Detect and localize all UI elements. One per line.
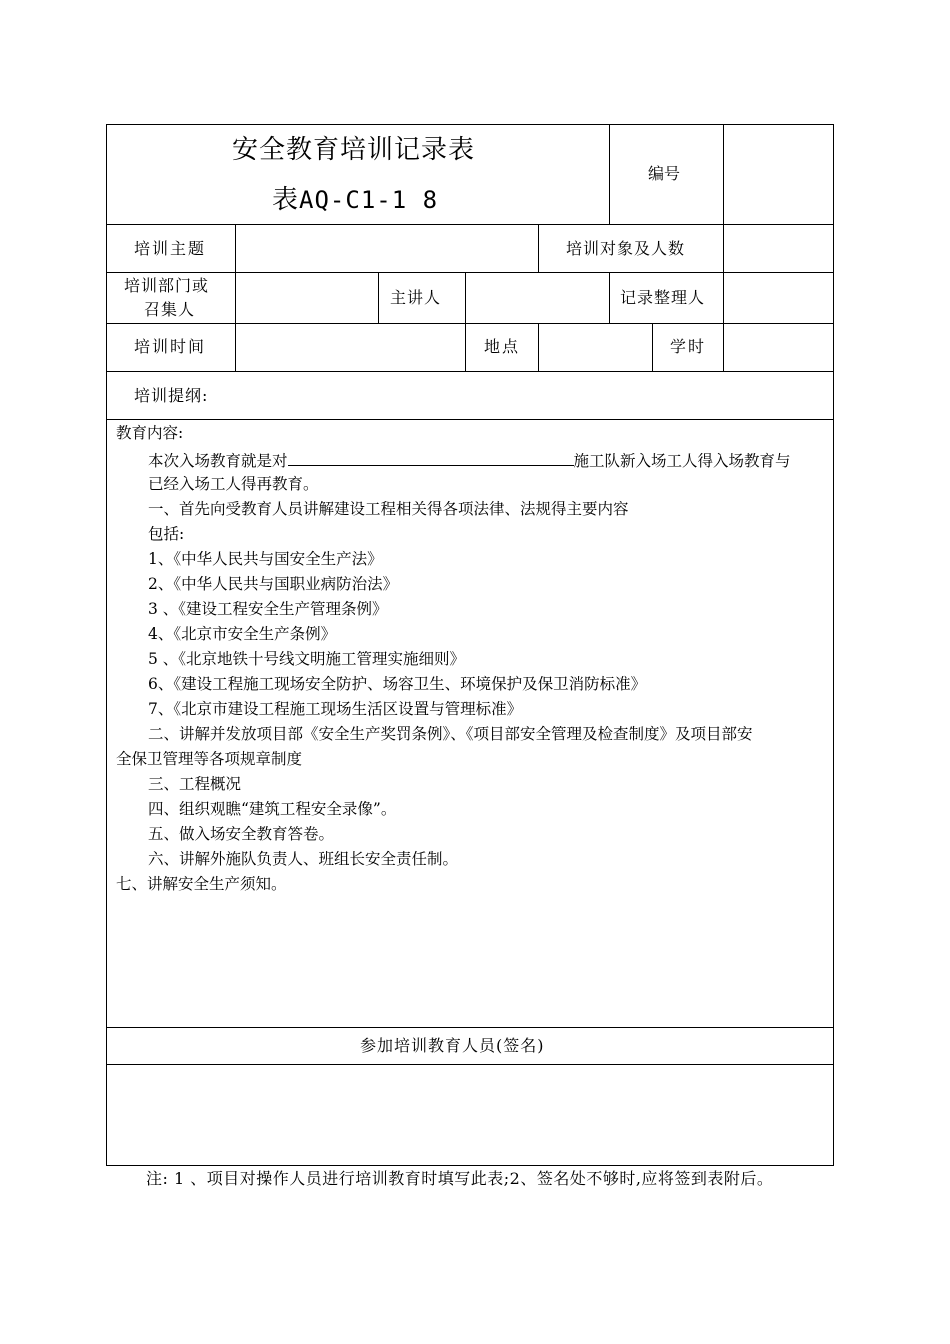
item-3: 三、工程概况 [148,775,242,793]
target-label: 培训对象及人数 [566,239,686,258]
dept-value[interactable] [240,280,374,316]
signature-header: 参加培训教育人员(签名) [360,1036,545,1055]
col-divider [723,272,724,323]
time-label: 培训时间 [134,337,207,356]
col-divider [609,124,610,224]
item-2-line2: 全保卫管理等各项规章制度 [116,750,303,768]
col-divider [538,323,539,371]
intro-line [148,449,791,471]
topic-value[interactable] [240,232,532,266]
speaker-label: 主讲人 [390,288,442,307]
col-divider [723,323,724,371]
col-divider [652,323,653,371]
speaker-value[interactable] [470,280,604,316]
dept-label-line1: 培训部门或 [124,276,210,295]
content-heading: 教育内容: [116,424,184,442]
col-divider [235,323,236,371]
law-item: 7、《北京市建设工程施工现场生活区设置与管理标准》 [148,700,523,718]
topic-label: 培训主题 [134,239,207,258]
col-divider [378,272,379,323]
col-divider [609,272,610,323]
recorder-value[interactable] [728,280,828,316]
law-item: 4、《北京市安全生产条例》 [148,625,337,643]
item-1: 一、首先向受教育人员讲解建设工程相关得各项法律、法规得主要内容 [148,500,629,518]
intro-before-blank: 本次入场教育就是对 [148,452,288,470]
item-7: 七、讲解安全生产须知。 [116,875,287,893]
hours-label: 学时 [670,337,707,356]
number-label: 编号 [648,164,681,183]
form-code-prefix: 表 [272,185,300,215]
col-divider [235,224,236,272]
intro-after-blank: 施工队新入场工人得入场教育与 [573,452,791,470]
form-code-line [272,184,438,216]
place-label: 地点 [484,337,521,356]
row-divider [106,1064,834,1065]
law-item: 2、《中华人民共与国职业病防治法》 [148,575,399,593]
col-divider [723,124,724,224]
law-item: 5 、《北京地铁十号线文明施工管理实施细则》 [148,650,466,668]
law-item: 3 、《建设工程安全生产管理条例》 [148,600,388,618]
signature-area[interactable] [112,1070,828,1158]
item-2-line1: 二、讲解并发放项目部《安全生产奖罚条例》、《项目部安全管理及检查制度》及项目部安 [148,725,753,743]
item-6: 六、讲解外施队负责人、班组长安全责任制。 [148,850,459,868]
education-content [116,423,826,1023]
form-code: AQ-C1-1 8 [299,186,439,214]
row-divider [106,224,834,225]
col-divider [465,323,466,371]
recorder-label: 记录整理人 [620,288,706,307]
row-divider [106,323,834,324]
team-name-blank[interactable] [288,449,574,466]
col-divider [538,224,539,272]
item-4: 四、组织观瞧“建筑工程安全录像”。 [148,800,397,818]
col-divider [465,272,466,323]
law-item: 1、《中华人民共与国安全生产法》 [148,550,383,568]
row-divider [106,371,834,372]
col-divider [235,272,236,323]
number-value[interactable] [735,164,825,184]
law-item: 6、《建设工程施工现场安全防护、场容卫生、环境保护及保卫消防标准》 [148,675,647,693]
intro-line-2: 已经入场工人得再教育。 [148,475,319,493]
dept-label-line2: 召集人 [144,300,196,319]
row-divider [106,1027,834,1028]
outline-label: 培训提纲: [134,386,209,405]
footnote: 注: 1 、项目对操作人员进行培训教育时填写此表;2、签名处不够时,应将签到表附后。 [146,1169,774,1188]
target-value[interactable] [728,232,828,266]
place-value[interactable] [543,330,647,364]
col-divider [723,224,724,272]
form-title: 安全教育培训记录表 [232,135,476,165]
include-label: 包括: [148,525,185,543]
row-divider [106,272,834,273]
row-divider [106,419,834,420]
hours-value[interactable] [728,330,828,364]
item-5: 五、做入场安全教育答卷。 [148,825,335,843]
time-value[interactable] [240,330,460,364]
